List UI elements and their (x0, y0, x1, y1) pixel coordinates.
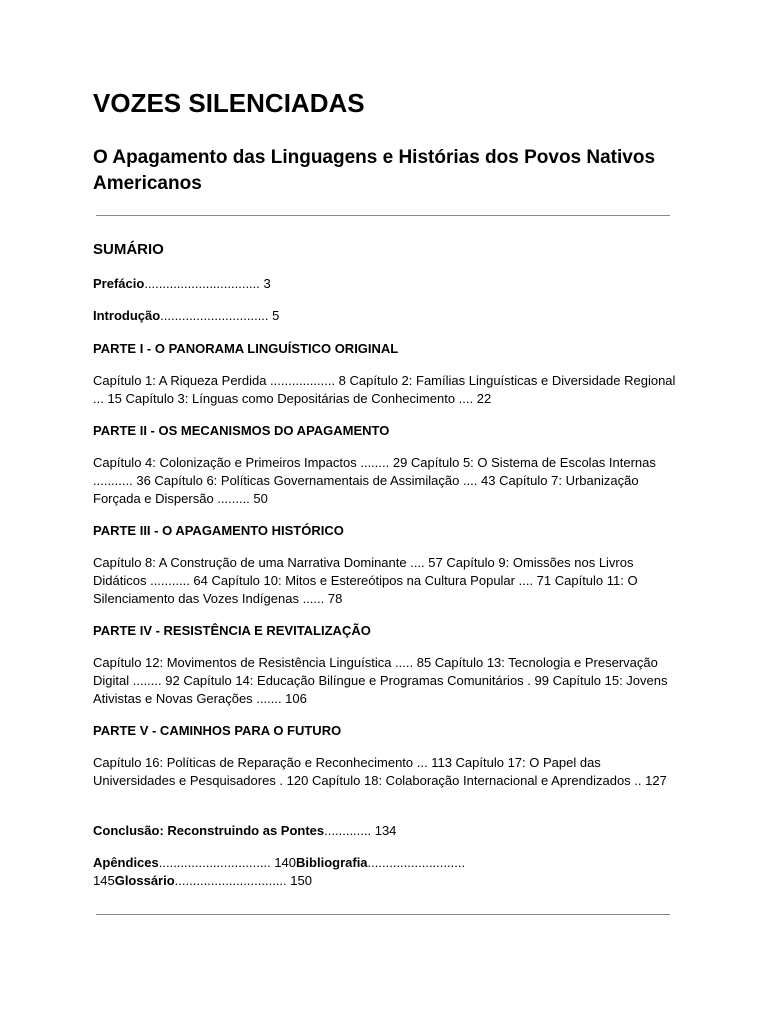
toc-entry-dots: ............................... 140 (158, 855, 297, 870)
part-heading: PARTE III - O APAGAMENTO HISTÓRICO (93, 523, 344, 538)
toc-entry-dots: .............................. 5 (160, 308, 280, 323)
toc-entry-label: Glossário (114, 873, 175, 888)
part-chapters: Capítulo 12: Movimentos de Resistência Linguística ..... 85 Capítulo 13: Tecnologia e Preservação Digital ........ 92 Capítulo 14: Educação Bilíngue e Programas Comunitários . 99 Capítulo 15: Jovens Ativistas e Novas Gerações ....... 106 (93, 655, 668, 706)
toc-entry-dots: ............................... 150 (174, 873, 312, 888)
toc-entry-label: Apêndices (93, 855, 159, 870)
toc-entry-appendix-group (93, 854, 513, 890)
part-chapters: Capítulo 4: Colonização e Primeiros Impactos ........ 29 Capítulo 5: O Sistema de Escolas Internas ........... 36 Capítulo 6: Políticas Governamentais de Assimilação .... 43 Capítulo 7: Urbanização Forçada e Dispersão ......... 50 (93, 455, 656, 506)
part-chapters: Capítulo 1: A Riqueza Perdida .................. 8 Capítulo 2: Famílias Linguísticas e Diversidade Regional ... 15 Capítulo 3: Línguas como Depositárias de Conhecimento .... 22 (93, 373, 676, 406)
summary-heading: SUMÁRIO (93, 241, 164, 258)
toc-entry-label: Conclusão: Reconstruindo as Pontes (93, 823, 325, 838)
toc-entry-label: Introdução (93, 308, 161, 323)
toc-entry-dots: ................................ 3 (144, 276, 271, 291)
part-chapters: Capítulo 16: Políticas de Reparação e Reconhecimento ... 113 Capítulo 17: O Papel das Universidades e Pesquisadores . 120 Capítulo 18: Colaboração Internacional e Aprendizados .. 127 (93, 755, 667, 788)
part-heading: PARTE IV - RESISTÊNCIA E REVITALIZAÇÃO (93, 623, 371, 638)
toc-entry-dots: ........................... 145 (93, 855, 466, 888)
toc-entry-label: Bibliografia (296, 855, 368, 870)
bottom-divider (96, 914, 670, 915)
toc-entry-label: Prefácio (93, 276, 145, 291)
part-heading: PARTE II - OS MECANISMOS DO APAGAMENTO (93, 423, 390, 438)
part-heading: PARTE I - O PANORAMA LINGUÍSTICO ORIGINAL (93, 341, 399, 356)
part-chapters: Capítulo 8: A Construção de uma Narrativa Dominante .... 57 Capítulo 9: Omissões nos Livros Didáticos ........... 64 Capítulo 10: Mitos e Estereótipos na Cultura Popular .... 71 Capítulo 11: O Silenciamento das Vozes Indígenas ...... 78 (93, 555, 638, 606)
toc-entry-introducao (93, 307, 683, 325)
part-heading: PARTE V - CAMINHOS PARA O FUTURO (93, 723, 342, 738)
toc-entry-dots: ............. 134 (324, 823, 397, 838)
toc-entry-prefacio (93, 275, 683, 293)
document-subtitle: O Apagamento das Linguagens e Histórias dos Povos Nativos Americanos (93, 147, 656, 194)
top-divider (96, 215, 670, 216)
document-title: VOZES SILENCIADAS (93, 88, 365, 118)
toc-entry-conclusao (93, 822, 683, 840)
